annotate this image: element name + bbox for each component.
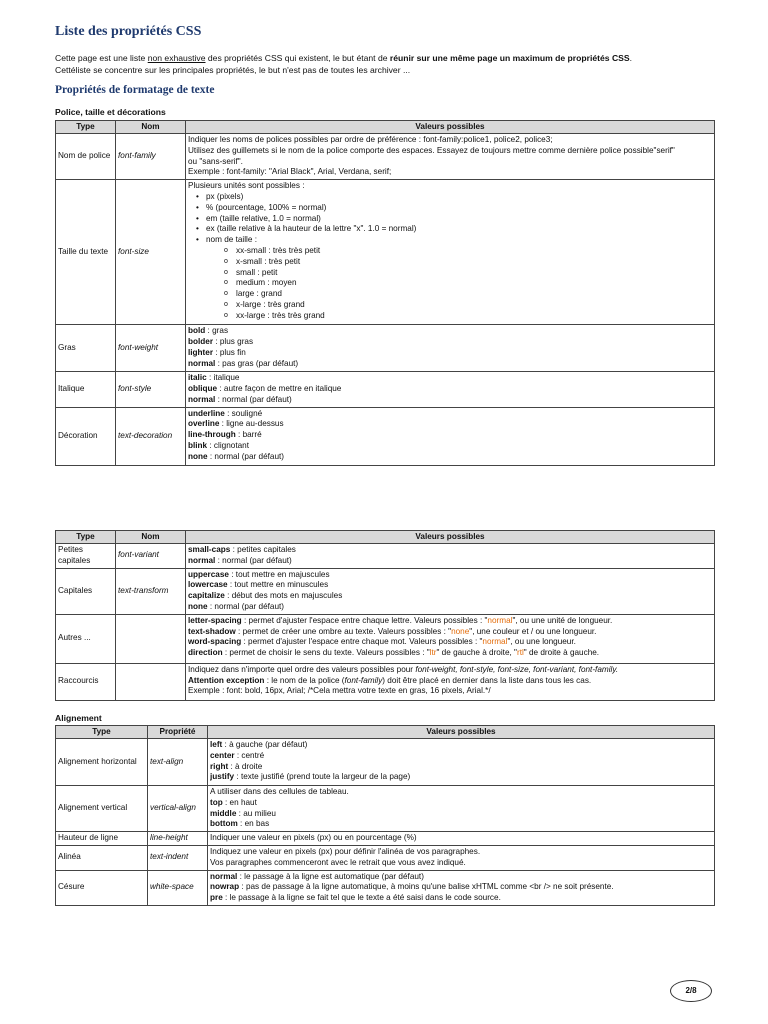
value-line: normal : le passage à la ligne est automatique (par défaut) bbox=[210, 871, 424, 881]
bullet-item: • ex (taille relative à la hauteur de la lettre "x". 1.0 = normal) bbox=[188, 224, 712, 235]
intro-text: . bbox=[629, 53, 633, 63]
intro-line-2: Cettéliste se concentre sur les principales propriétés, le but n'est pas de toutes les archiver ... bbox=[55, 65, 411, 75]
sub-bullet-item: o x-large : très grand bbox=[188, 300, 712, 311]
cell-name: line-height bbox=[148, 832, 208, 846]
cell-name: text-align bbox=[148, 739, 208, 786]
intro-underlined: non exhaustive bbox=[147, 53, 206, 63]
header-valeurs: Valeurs possibles bbox=[186, 121, 715, 134]
cell-name: font-family bbox=[116, 134, 186, 180]
table-alignement bbox=[55, 725, 715, 906]
table-row bbox=[56, 870, 715, 905]
cell-name: font-style bbox=[116, 372, 186, 407]
value-line: Vos paragraphes commenceront avec le retrait que vous avez indiqué. bbox=[210, 857, 466, 867]
cell-values bbox=[208, 786, 715, 832]
cell-values bbox=[186, 134, 715, 180]
value-line: none : normal (par défaut) bbox=[188, 451, 285, 461]
bullet-item: • em (taille relative, 1.0 = normal) bbox=[188, 214, 712, 225]
value-line: nowrap : pas de passage à la ligne automatique, à moins qu'une balise xHTML comme <br /> ne soit présente. bbox=[210, 882, 614, 892]
header-nom: Nom bbox=[116, 531, 186, 544]
header-type: Type bbox=[56, 121, 116, 134]
value-line: text-shadow : permet de créer une ombre au texte. Valeurs possibles : "none", une couleur et / ou une longueur. bbox=[188, 626, 597, 636]
cell-type: Nom de police bbox=[56, 134, 116, 180]
subsection-heading-police: Police, taille et décorations bbox=[55, 107, 166, 117]
cell-name: vertical-align bbox=[148, 786, 208, 832]
value-line: direction : permet de choisir le sens du texte. Valeurs possibles : "ltr" de gauche à droite, "rtl" de droite à gauche. bbox=[188, 648, 600, 658]
cell-values bbox=[208, 739, 715, 786]
table-row bbox=[56, 832, 715, 846]
cell-name: font-variant bbox=[116, 544, 186, 569]
value-line: small-caps : petites capitales bbox=[188, 545, 296, 554]
value-line: letter-spacing : permet d'ajuster l'espace entre chaque lettre. Valeurs possibles : "normal", ou une unité de longueur. bbox=[188, 615, 613, 625]
value-line: left : à gauche (par défaut) bbox=[210, 740, 308, 749]
value-line: underline : souligné bbox=[188, 408, 263, 418]
cell-type: Décoration bbox=[56, 407, 116, 465]
intro-text: Cette page est une liste bbox=[55, 53, 148, 63]
page-number: 2/8 bbox=[670, 980, 712, 1002]
value-line: oblique : autre façon de mettre en italique bbox=[188, 383, 342, 393]
value-line: lowercase : tout mettre en minuscules bbox=[188, 580, 329, 590]
bullet-item: • % (pourcentage, 100% = normal) bbox=[188, 203, 712, 214]
value-line: bold : gras bbox=[188, 326, 229, 336]
cell-values bbox=[186, 407, 715, 465]
subsection-heading-alignement: Alignement bbox=[55, 713, 102, 723]
cell-values bbox=[186, 325, 715, 372]
value-line: blink : clignotant bbox=[188, 440, 249, 450]
value-line: Indiquez dans n'importe quel ordre des valeurs possibles pour font-weight, font-style, font-size, font-variant, font-family. bbox=[188, 664, 619, 674]
table-row bbox=[56, 568, 715, 614]
value-line: word-spacing : permet d'ajuster l'espace entre chaque mot. Valeurs possibles : "normal", ou une longueur. bbox=[188, 637, 576, 647]
value-line: normal : normal (par défaut) bbox=[188, 555, 292, 565]
table-row bbox=[56, 845, 715, 870]
cell-type: Alignement vertical bbox=[56, 786, 148, 832]
sub-bullet-item: o medium : moyen bbox=[188, 278, 712, 289]
value-line: bolder : plus gras bbox=[188, 336, 254, 346]
cell-type: Césure bbox=[56, 870, 148, 905]
cell-values bbox=[208, 832, 715, 846]
cell-values bbox=[208, 845, 715, 870]
table-header-row bbox=[56, 121, 715, 134]
sub-bullet-item: o xx-large : très très grand bbox=[188, 311, 712, 322]
header-type: Type bbox=[56, 726, 148, 739]
cell-name: white-space bbox=[148, 870, 208, 905]
bullet-item: • nom de taille : bbox=[188, 235, 712, 246]
intro-bold: réunir sur une même page un maximum de propriétés CSS bbox=[389, 53, 630, 63]
value-line: top : en haut bbox=[210, 797, 257, 807]
table-capitales bbox=[55, 530, 715, 701]
value-line: Attention exception : le nom de la police (font-family) doit être placé en dernier dans la liste dans tous les cas. bbox=[188, 675, 592, 685]
cell-name: text-transform bbox=[116, 568, 186, 614]
table-row bbox=[56, 739, 715, 786]
table-row bbox=[56, 180, 715, 325]
cell-type: Capitales bbox=[56, 568, 116, 614]
value-line: Indiquer les noms de polices possibles par ordre de préférence : font-family:police1, police2, police3; bbox=[188, 135, 553, 144]
header-propriete: Propriété bbox=[148, 726, 208, 739]
cell-type: Hauteur de ligne bbox=[56, 832, 148, 846]
table-row bbox=[56, 325, 715, 372]
value-line: center : centré bbox=[210, 750, 265, 760]
bullet-item: • px (pixels) bbox=[188, 192, 712, 203]
cell-values bbox=[186, 614, 715, 663]
cell-type: Alignement horizontal bbox=[56, 739, 148, 786]
value-line: uppercase : tout mettre en majuscules bbox=[188, 569, 330, 579]
table-row bbox=[56, 544, 715, 569]
value-line: Exemple : font: bold, 16px, Arial; /*Cela mettra votre texte en gras, 16 pixels, Arial.*/ bbox=[188, 686, 491, 696]
cell-type: Raccourcis bbox=[56, 663, 116, 700]
cell-type: Gras bbox=[56, 325, 116, 372]
cell-values bbox=[186, 663, 715, 700]
page-title: Liste des propriétés CSS bbox=[55, 24, 202, 39]
cell-name bbox=[116, 663, 186, 700]
intro-text: des propriétés CSS qui existent, le but étant de bbox=[205, 53, 390, 63]
value-line: middle : au milieu bbox=[210, 808, 276, 818]
table-row bbox=[56, 407, 715, 465]
cell-name bbox=[116, 614, 186, 663]
cell-values bbox=[186, 372, 715, 407]
sub-bullet-item: o x-small : très petit bbox=[188, 257, 712, 268]
value-line: line-through : barré bbox=[188, 430, 262, 440]
value-line: ou "sans-serif". bbox=[188, 156, 243, 166]
section-heading: Propriétés de formatage de texte bbox=[55, 84, 215, 96]
value-line: bottom : en bas bbox=[210, 819, 270, 829]
value-line: normal : pas gras (par défaut) bbox=[188, 358, 299, 368]
header-valeurs: Valeurs possibles bbox=[208, 726, 715, 739]
table-row bbox=[56, 372, 715, 407]
table-police bbox=[55, 120, 715, 466]
header-valeurs: Valeurs possibles bbox=[186, 531, 715, 544]
sub-bullet-item: o xx-small : très très petit bbox=[188, 246, 712, 257]
value-line: right : à droite bbox=[210, 761, 263, 771]
value-line: Exemple : font-family: "Arial Black", Arial, Verdana, serif; bbox=[188, 167, 392, 177]
sub-bullet-item: o large : grand bbox=[188, 289, 712, 300]
value-line: A utiliser dans des cellules de tableau. bbox=[210, 787, 349, 796]
value-line: pre : le passage à la ligne se fait tel que le texte a été saisi dans le code source. bbox=[210, 893, 501, 903]
value-line: lighter : plus fin bbox=[188, 347, 246, 357]
cell-values bbox=[186, 544, 715, 569]
cell-values bbox=[186, 180, 715, 325]
table-row bbox=[56, 134, 715, 180]
cell-name: font-size bbox=[116, 180, 186, 325]
value-line: capitalize : début des mots en majuscules bbox=[188, 591, 343, 601]
value-line: justify : texte justifié (prend toute la largeur de la page) bbox=[210, 772, 411, 782]
value-line: Utilisez des guillemets si le nom de la police comporte des espaces. Essayez de toujours mettre comme dernière police possible"serif" bbox=[188, 145, 675, 155]
value-line: normal : normal (par défaut) bbox=[188, 394, 292, 404]
table-row bbox=[56, 614, 715, 663]
cell-type: Italique bbox=[56, 372, 116, 407]
cell-type: Taille du texte bbox=[56, 180, 116, 325]
sub-bullet-item: o small : petit bbox=[188, 268, 712, 279]
table-row bbox=[56, 663, 715, 700]
table-header-row bbox=[56, 531, 715, 544]
cell-values bbox=[208, 870, 715, 905]
header-nom: Nom bbox=[116, 121, 186, 134]
cell-values bbox=[186, 568, 715, 614]
cell-name: text-indent bbox=[148, 845, 208, 870]
table-header-row bbox=[56, 726, 715, 739]
value-line: none : normal (par défaut) bbox=[188, 601, 285, 611]
table-row bbox=[56, 786, 715, 832]
header-type: Type bbox=[56, 531, 116, 544]
value-line: Plusieurs unités sont possibles : bbox=[188, 181, 305, 191]
value-line: Indiquez une valeur en pixels (px) pour définir l'alinéa de vos paragraphes. bbox=[210, 846, 481, 856]
cell-type: Petites capitales bbox=[56, 544, 116, 569]
cell-name: text-decoration bbox=[116, 407, 186, 465]
intro-paragraph bbox=[55, 52, 715, 76]
value-line: overline : ligne au-dessus bbox=[188, 419, 284, 429]
cell-type: Alinéa bbox=[56, 845, 148, 870]
cell-name: font-weight bbox=[116, 325, 186, 372]
cell-type: Autres ... bbox=[56, 614, 116, 663]
value-line: Indiquer une valeur en pixels (px) ou en pourcentage (%) bbox=[210, 833, 417, 843]
value-line: italic : italique bbox=[188, 373, 240, 383]
